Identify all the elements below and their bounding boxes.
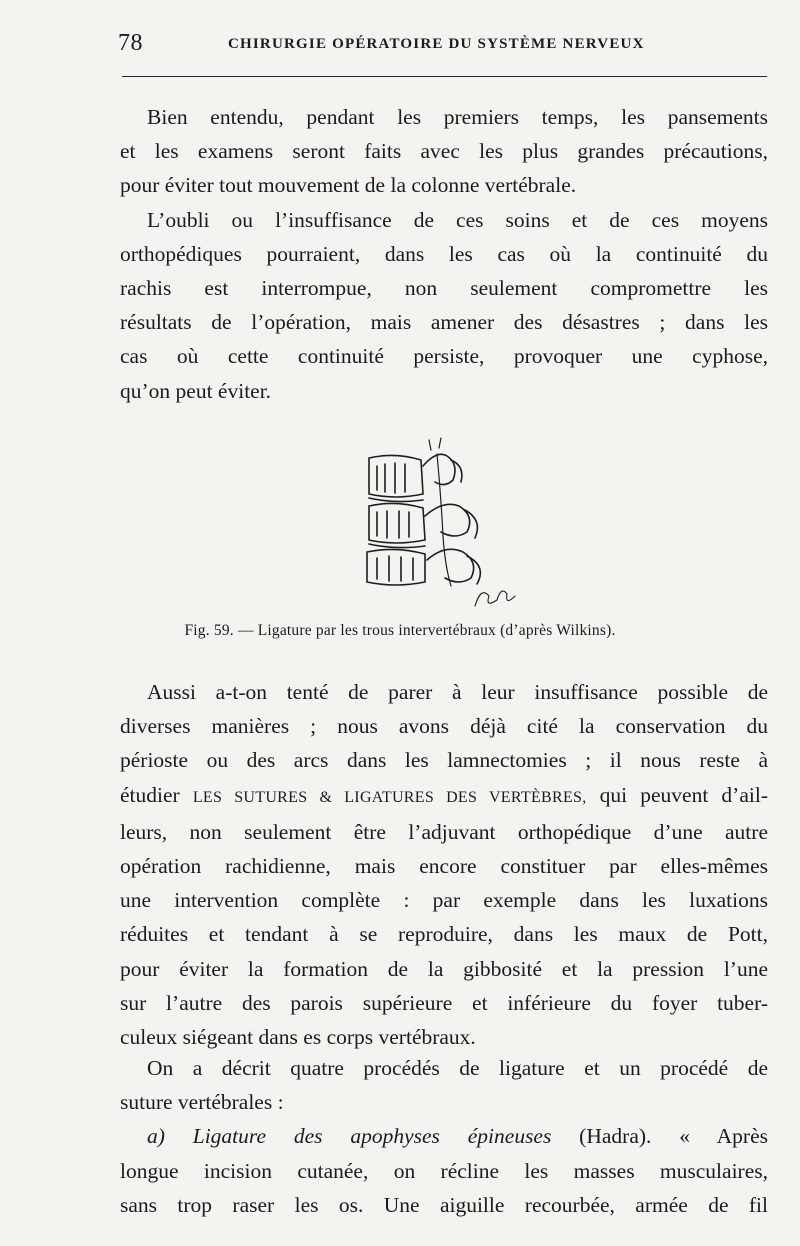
item-letter: a) <box>147 1124 165 1149</box>
paragraph-2 <box>120 203 768 408</box>
text-line: longue incision cutanée, on récline les masses musculaires, <box>120 1158 768 1183</box>
page-header <box>118 30 768 62</box>
paragraph-5 <box>120 1119 768 1222</box>
procedure-title: Ligature des apophyses épineuses <box>164 1124 552 1149</box>
text-run: étudier <box>120 782 193 807</box>
vertebrae-illustration <box>355 436 530 616</box>
text-line: pour éviter la formation de la gibbosité et la pression l’une <box>120 956 768 981</box>
paragraph-4 <box>120 1051 768 1119</box>
figure-label: Fig. 59. <box>184 622 234 639</box>
text-run: (Hadra). « Après <box>551 1124 768 1149</box>
text-line: Bien entendu, pendant les premiers temps, les pansements <box>147 105 768 129</box>
paragraph-3 <box>120 675 768 1054</box>
text-line: rachis est interrompue, non seulement compromettre les <box>120 276 768 300</box>
text-line: culeux siégeant dans es corps vertébraux. <box>120 1025 476 1050</box>
text-run: qui peuvent d’ail- <box>586 782 768 807</box>
figure-caption <box>0 622 800 640</box>
text-line: pour éviter tout mouvement de la colonne vertébrale. <box>120 173 577 198</box>
text-line: Aussi a-t-on tenté de parer à leur insuffisance possible de <box>147 680 768 704</box>
page-number: 78 <box>118 30 143 56</box>
text-line: cas où cette continuité persiste, provoquer une cyphose, <box>120 344 768 369</box>
text-line: qu’on peut éviter. <box>120 378 272 403</box>
text-line: orthopédiques pourraient, dans les cas où la continuité du <box>120 241 768 266</box>
header-rule <box>122 76 767 77</box>
text-line: opération rachidienne, mais encore constituer par elles-mêmes <box>120 854 768 879</box>
text-line: leurs, non seulement être l’adjuvant orthopédique d’une autre <box>120 819 768 844</box>
text-line: une intervention complète : par exemple dans les luxations <box>120 888 768 913</box>
text-line: et les examens seront faits avec les plus grandes précautions, <box>120 139 768 164</box>
figure-vertebrae <box>355 436 530 616</box>
text-line <box>120 778 768 815</box>
text-line: L’oubli ou l’insuffisance de ces soins et de ces moyens <box>147 207 768 232</box>
paragraph-1 <box>120 100 768 203</box>
running-head: CHIRURGIE OPÉRATOIRE DU SYSTÈME NERVEUX <box>228 36 645 52</box>
text-line: résultats de l’opération, mais amener des désastres ; dans les <box>120 310 768 335</box>
text-line <box>120 1119 768 1153</box>
text-line: diverses manières ; nous avons déjà cité la conservation du <box>120 714 768 739</box>
text-line: périoste ou des arcs dans les lamnectomies ; il nous reste à <box>120 748 768 773</box>
text-line: suture vertébrales : <box>120 1090 284 1115</box>
text-line: sur l’autre des parois supérieure et inférieure du foyer tuber- <box>120 990 768 1015</box>
text-line: réduites et tendant à se reproduire, dans les maux de Pott, <box>120 922 768 947</box>
text-line: sans trop raser les os. Une aiguille recourbée, armée de fil <box>120 1192 768 1217</box>
text-line: On a décrit quatre procédés de ligature et un procédé de <box>147 1056 768 1080</box>
small-caps-heading: LES SUTURES & LIGATURES DES VERTÈBRES, <box>192 788 587 806</box>
figure-caption-text: — Ligature par les trous intervertébraux (d’après Wilkins). <box>237 622 616 639</box>
